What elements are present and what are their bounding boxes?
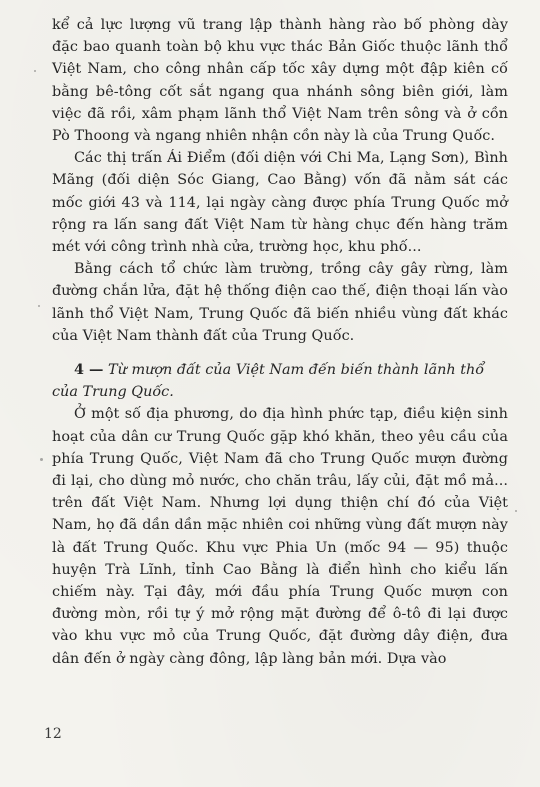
- page-number: 12: [44, 726, 62, 742]
- section-number: 4 —: [74, 361, 104, 379]
- scan-speck: [40, 458, 43, 461]
- paragraph-forestry: Bằng cách tổ chức làm trường, trồng cây gây rừng, làm đường chắn lửa, đặt hệ thống điện cao thế, điện thoại lấn vào lãnh thổ Việt Nam, Trung Quốc đã biến nhiều vùng đất khác của Việt Nam thành đất của Trung Quốc.: [52, 261, 508, 344]
- scan-speck: [34, 70, 36, 72]
- paragraph-continuation: kể cả lực lượng vũ trang lập thành hàng rào bố phòng dày đặc bao quanh toàn bộ khu vực thác Bản Giốc thuộc lãnh thổ Việt Nam, cho công nhân cấp tốc xây dựng một đập kiên cố bằng bê-tông cốt sắt ngang qua nhánh sông biên giới, làm việc đã rồi, xâm phạm lãnh thổ Việt Nam trên sông và ở cồn Pò Thoong và ngang nhiên nhận cồn này là của Trung Quốc.: [52, 17, 508, 145]
- section-title: Từ mượn đất của Việt Nam đến biến thành lãnh thổ của Trung Quốc.: [52, 362, 485, 401]
- scan-speck: [515, 510, 517, 512]
- paragraph-borrowed-land: Ở một số địa phương, do địa hình phức tạp, điều kiện sinh hoạt của dân cư Trung Quốc gặp khó khăn, theo yêu cầu của phía Trung Quốc, Việt Nam đã cho Trung Quốc mượn đường đi lại, cho dùng mỏ nước, cho chăn trâu, lấy củi, đặt mồ mả... trên đất Việt Nam. Nhưng lợi dụng thiện chí đó của Việt Nam, họ đã dần dần mặc nhiên coi những vùng đất mượn này là đất Trung Quốc. Khu vực Phia Un (mốc 94 — 95) thuộc huyện Trà Lĩnh, tỉnh Cao Bằng là điển hình cho kiểu lấn chiếm này. Tại đây, mới đầu phía Trung Quốc mượn con đường mòn, rồi tự ý mở rộng mặt đường để ô-tô đi lại được vào khu vực mỏ của Trung Quốc, đặt đường dây điện, đưa dân đến ở ngày càng đông, lập làng bản mới. Dựa vào: [52, 406, 508, 667]
- paragraph-towns: Các thị trấn Ái Điểm (đối diện với Chi Ma, Lạng Sơn), Bình Mãng (đối diện Sóc Giang, Cao Bằng) vốn đã nằm sát các mốc giới 43 và 114, lại ngày càng được phía Trung Quốc mở rộng ra lấn sang đất Việt Nam từ hàng chục đến hàng trăm mét với công trình nhà cửa, trường học, khu phố...: [52, 150, 508, 256]
- body-text: [52, 14, 508, 670]
- scan-speck: [38, 305, 40, 307]
- section-heading: [52, 359, 508, 403]
